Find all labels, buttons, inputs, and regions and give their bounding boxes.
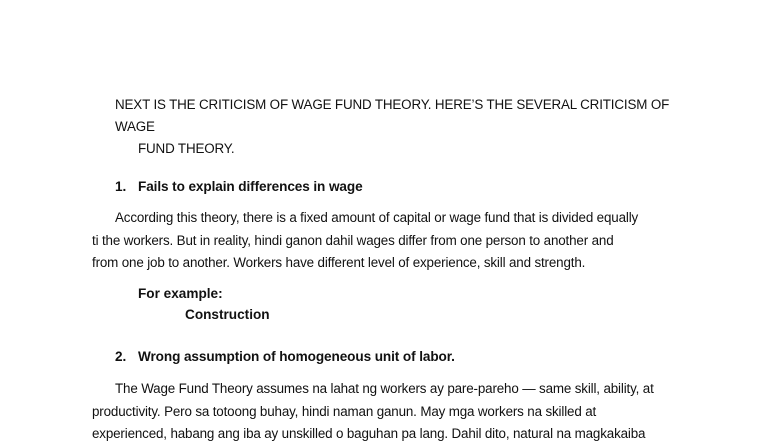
intro-line-1: NEXT IS THE CRITICISM OF WAGE FUND THEORY. HERE’S THE SEVERAL CRITICISM OF WAGE [115,97,670,134]
section-2-title: Wrong assumption of homogeneous unit of labor. [138,349,455,364]
example-item: Construction [185,307,270,322]
example-label: For example: [138,286,223,301]
section-2-line-1: The Wage Fund Theory assumes na lahat ng workers ay pare-pareho — same skill, ability, at [115,381,654,396]
section-2-line-3: experienced, habang ang iba ay unskilled o baguhan pa lang. Dahil dito, natural na magkakaiba [92,426,646,441]
section-1-line-1: According this theory, there is a fixed amount of capital or wage fund that is divided equally [115,210,639,225]
section-2-line-2: productivity. Pero sa totoong buhay, hindi naman ganun. May mga workers na skilled at [92,403,597,419]
section-1-paragraph [92,207,690,275]
section-1-number: 1. [115,179,127,194]
intro-line-2: FUND THEORY. [138,141,235,156]
intro-paragraph [115,94,695,160]
section-2-paragraph [92,378,690,441]
section-1-line-2: ti the workers. But in reality, hindi ganon dahil wages differ from one person to another and [92,232,614,248]
section-1-title: Fails to explain differences in wage [138,179,363,194]
section-1-line-3: from one job to another. Workers have different level of experience, skill and strength. [92,255,586,270]
section-2-number: 2. [115,349,127,364]
section-1-heading [115,176,363,198]
section-2-heading [115,346,455,368]
